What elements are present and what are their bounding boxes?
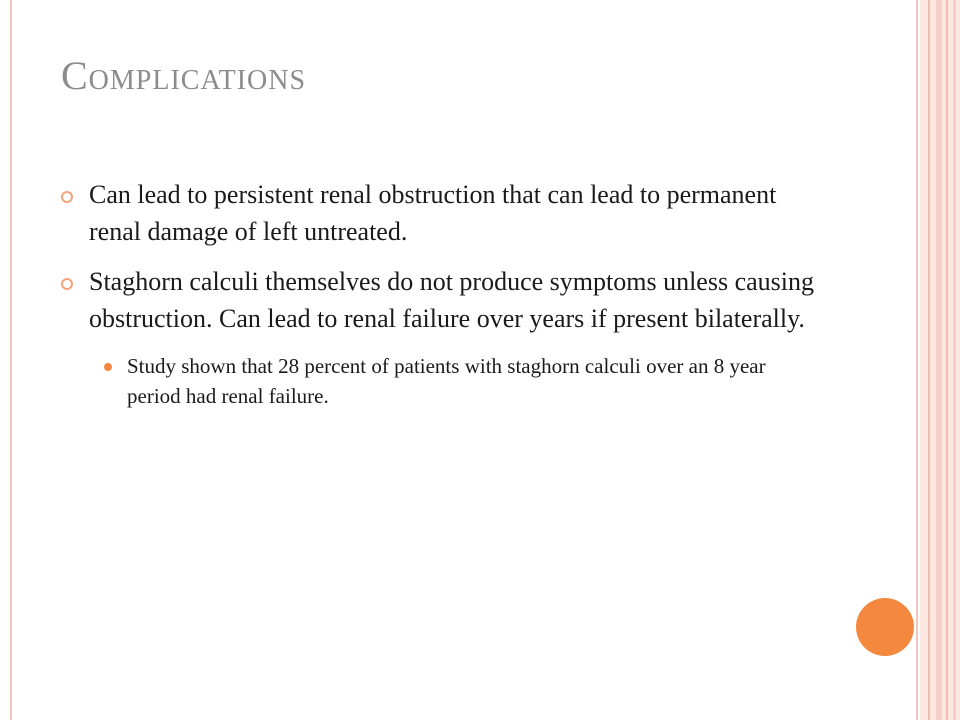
stripe-line [953, 0, 956, 720]
filled-circle-bullet-icon [104, 363, 112, 371]
orange-circle-decoration [856, 598, 914, 656]
bullet-item [60, 263, 820, 337]
sub-bullet-text: Study shown that 28 percent of patients with staghorn calculi over an 8 year period had renal failure. [127, 354, 766, 408]
slide-title: Complications [61, 53, 307, 98]
slide-body [60, 176, 820, 411]
right-stripe-decoration [920, 0, 960, 720]
stripe-line [936, 0, 942, 720]
stripe-line [946, 0, 948, 720]
bullet-text: Can lead to persistent renal obstruction that can lead to permanent renal damage of left untreated. [89, 180, 777, 246]
stripe-line [928, 0, 930, 720]
hollow-circle-bullet-icon [61, 278, 73, 290]
sub-bullet-item [127, 351, 777, 411]
bullet-item [60, 176, 820, 250]
hollow-circle-bullet-icon [61, 191, 73, 203]
bullet-text: Staghorn calculi themselves do not produce symptoms unless causing obstruction. Can lead to renal failure over years if present bilaterally. [89, 267, 814, 333]
